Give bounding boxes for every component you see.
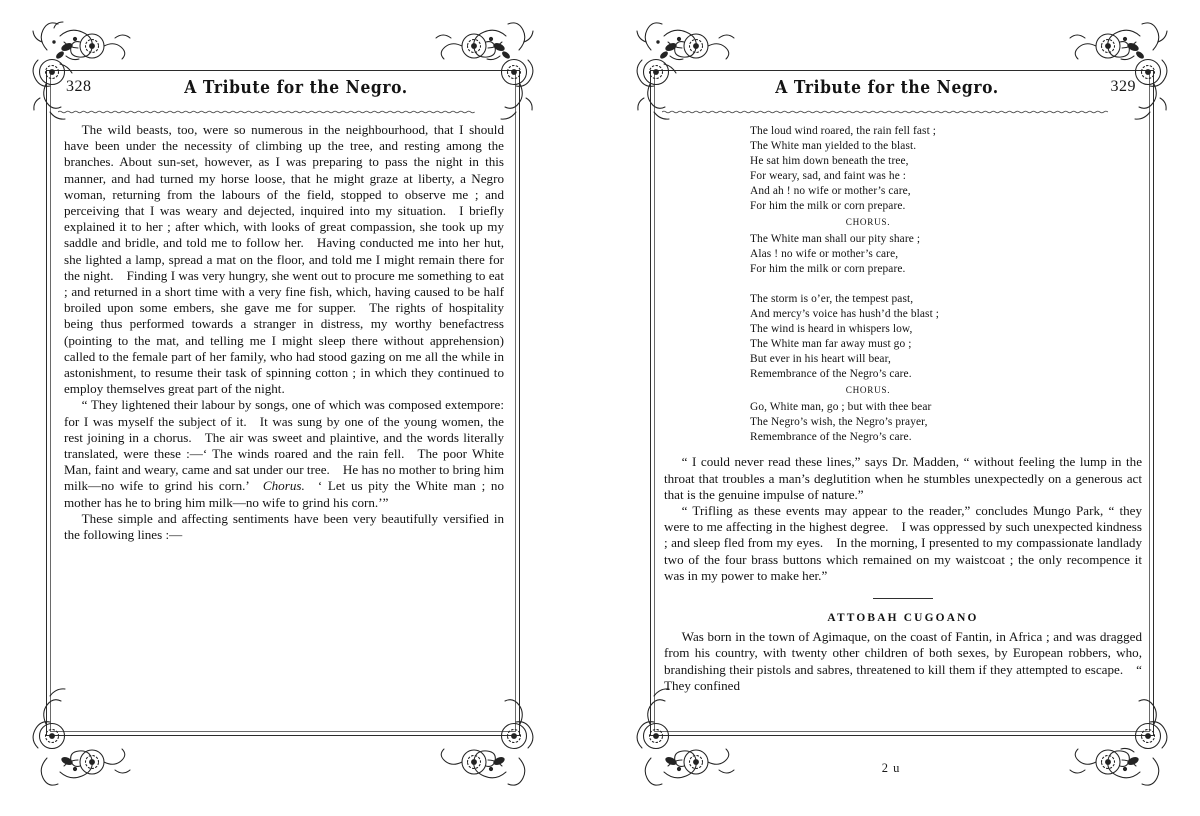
quote-part-1: “ They lightened their labour by songs, one of which was composed extempore: for I was myself the subject of it. It was sung by one of the young women, the rest joining in a chorus. The air was sweet and plaintive, and the words literally translated, were these :—‘ The winds roared and the rain fell. The poor White Man, faint and weary, came and sat under our tree. He has no mother to bring him milk—no wife to grind his corn.’ [64,397,504,494]
verse-line: The White man far away must go ; [750,338,912,351]
section-heading: ATTOBAH CUGOANO [827,612,979,625]
text-column-left [64,122,504,728]
chorus-italic-label: Chorus. [262,478,305,494]
verse-line: The storm is o’er, the tempest past, [750,293,914,306]
signature-mark: 2 u [881,761,901,775]
chorus-label-1: CHORUS. [845,217,891,227]
verse-line: Remembrance of the Negro’s care. [750,368,912,381]
verse-line: And ah ! no wife or mother’s care, [750,185,911,197]
poem-chorus-2 [664,400,1142,445]
verse-line: The White man yielded to the blast. [750,140,917,152]
folio-number-right: 329 [1110,78,1136,95]
text-column-right [664,122,1142,728]
verse-line: For weary, sad, and faint was he : [750,170,907,182]
verse-line: Alas ! no wife or mother’s care, [750,248,899,261]
running-head-right [656,76,1148,102]
page-left [26,18,536,798]
poem-stanza-1 [664,124,1142,214]
verse-line: He sat him down beneath the tree, [750,155,909,167]
verse-line: The loud wind roared, the rain fell fast ; [750,125,937,137]
folio-number-left: 328 [66,78,92,95]
quote-part-2: ‘ Let us pity the White man ; no mother has he to bring him milk—no wife to grind his corn.’” [64,478,504,510]
verse-line: The Negro’s wish, the Negro’s prayer, [750,416,928,429]
paragraph: The wild beasts, too, were so numerous in the neighbourhood, that I should have been under the necessity of climbing up the tree, and resting among the branches. About sun-set, however, as I was preparing to pass the night in this manner, and had turned my horse loose, that he might graze at liberty, a Negro woman, returning from the labours of the field, stopped to observe me ; and perceiving that I was weary and dejected, inquired into my situation. I briefly explained it to her ; after which, with looks of great compassion, she took up my saddle and bridle, and told me to follow her. Having conducted me into her hut, she lighted a lamp, spread a mat on the floor, and told me I might remain there for the night. Finding I was very hungry, she went out to procure me something to eat ; and returned in a short time with a very fine fish, which, having caused to be half broiled upon some embers, she gave me for supper. The rights of hospitality being thus performed towards a stranger in distress, my worthy benefactress (pointing to the mat, and telling me I might sleep there without apprehension) called to the female part of her family, who had stood gazing on me all the while in astonishment, to resume their task of spinning cotton ; in which they continued to employ themselves great part of the night. [64,122,504,397]
stanza-spacer [664,277,1142,290]
page-right [630,18,1170,798]
verse-line: Go, White man, go ; but with thee bear [750,401,932,414]
verse-line: For him the milk or corn prepare. [750,263,906,276]
section-divider-rule [873,598,933,599]
verse-line: And mercy’s voice has hush’d the blast ; [750,308,940,321]
verse-line: Remembrance of the Negro’s care. [750,431,912,444]
head-wavy-rule-left [58,110,510,114]
running-title-left: A Tribute for the Negro. [184,76,408,98]
poem-stanza-2 [664,292,1142,382]
poem-chorus-1 [664,232,1142,277]
head-wavy-rule-right [662,110,1144,114]
verse-line: But ever in his heart will bear, [750,353,891,366]
paragraph-cugoano: Was born in the town of Agimaque, on the coast of Fantin, in Africa ; and was dragged from his country, with twenty other children of both sexes, by European robbers, who, brandishing their pistols and sabres, threatened to kill them if they attempted to escape. “ They confined [664,629,1142,693]
running-head-left [52,76,514,102]
verse-line: For him the milk or corn prepare. [750,200,906,212]
paragraph-madden-quote: “ I could never read these lines,” says Dr. Madden, “ without feeling the lump in the throat that troubles a man’s deglutition when he stumbles unexpectedly on a generous act that is the genuine impulse of nature.” [664,454,1142,502]
verse-line: The White man shall our pity share ; [750,233,921,246]
running-title-right: A Tribute for the Negro. [775,76,999,98]
chorus-label-2: CHORUS. [845,385,891,396]
verse-line: The wind is heard in whispers low, [750,323,913,336]
paragraph-closing: These simple and affecting sentiments have been very beautifully versified in the following lines :— [64,510,504,543]
paragraph-mungo-park-quote: “ Trifling as these events may appear to the reader,” concludes Mungo Park, “ they were to me affecting in the highest degree. I was oppressed by such unexpected kindness ; and sleep fled from my eyes. In the morning, I presented to my compassionate landlady two of the four brass buttons which remained on my waistcoat ; the only recompence it was in my power to make her.” [664,503,1142,583]
paragraph-song-quote [64,397,504,510]
